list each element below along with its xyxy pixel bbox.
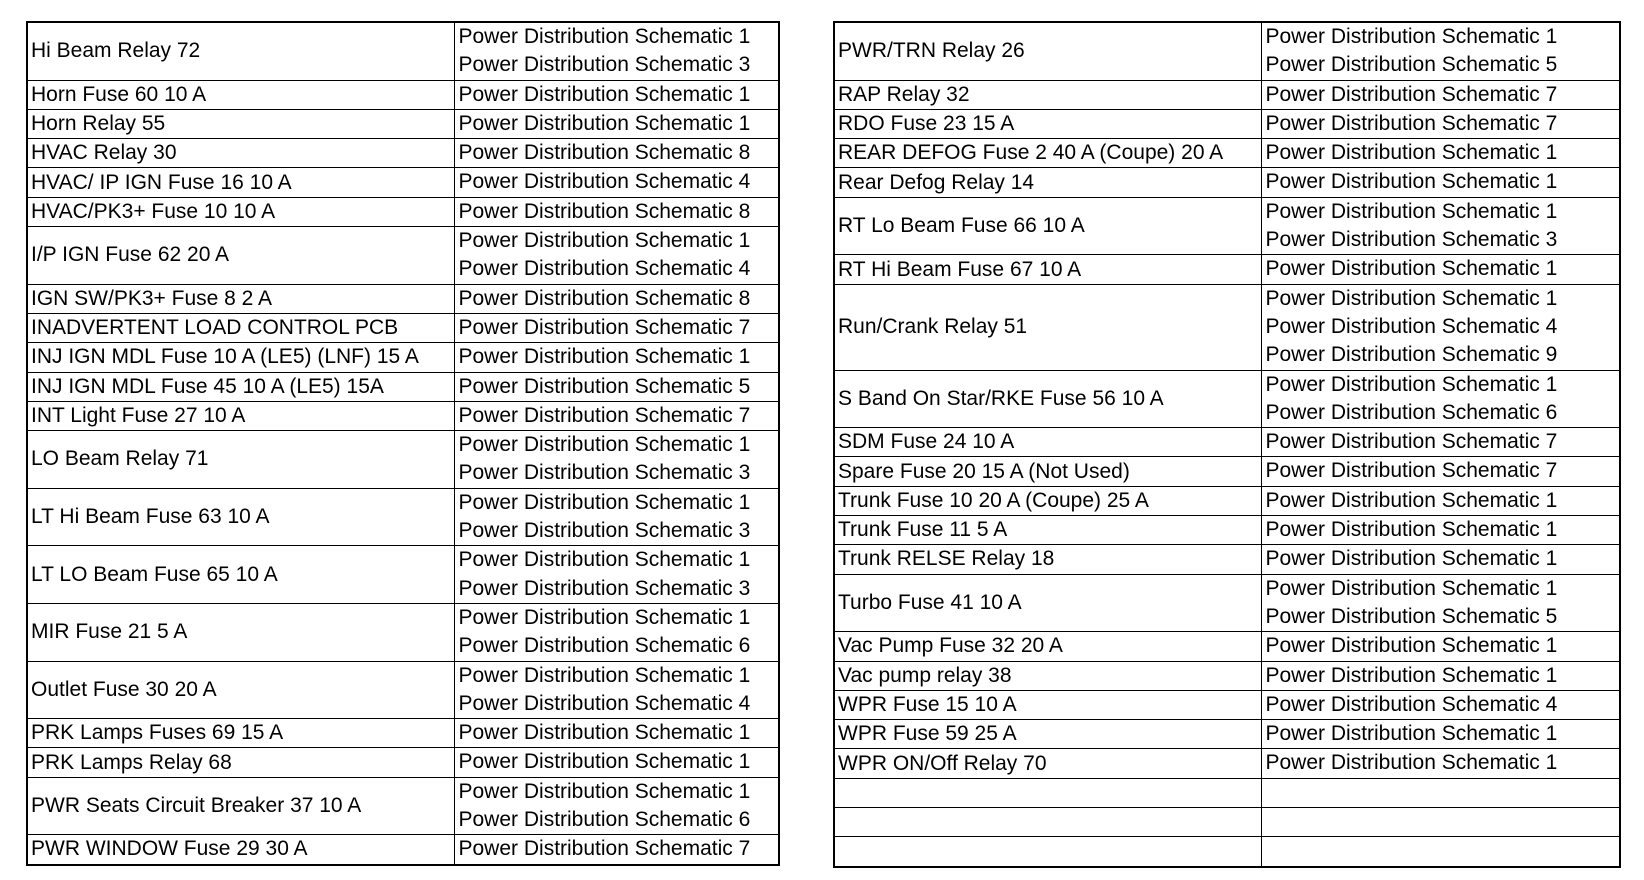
component-cell: HVAC/PK3+ Fuse 10 10 A <box>27 197 454 226</box>
schematic-ref-cell <box>454 835 779 865</box>
schematic-ref-cell <box>454 372 779 401</box>
table-row <box>27 284 779 313</box>
schematic-ref: Power Distribution Schematic 1 <box>1265 257 1558 281</box>
schematic-ref: Power Distribution Schematic 7 <box>1265 459 1558 483</box>
table-row <box>27 603 779 661</box>
component-cell: INT Light Fuse 27 10 A <box>27 401 454 430</box>
component-cell: INADVERTENT LOAD CONTROL PCB <box>27 313 454 342</box>
table-row <box>27 197 779 226</box>
schematic-ref: Power Distribution Schematic 8 <box>458 199 751 223</box>
component-cell: IGN SW/PK3+ Fuse 8 2 A <box>27 284 454 313</box>
table-row <box>834 574 1620 632</box>
table-row <box>834 632 1620 661</box>
schematic-ref-cell <box>454 431 779 489</box>
component-cell <box>834 837 1261 867</box>
table-row <box>834 749 1620 778</box>
schematic-ref-cell <box>1261 808 1620 837</box>
schematic-ref-cell <box>454 777 779 835</box>
component-cell: Trunk Fuse 10 20 A (Coupe) 25 A <box>834 486 1261 515</box>
schematic-ref: Power Distribution Schematic 1 <box>1265 199 1558 223</box>
table-row <box>27 313 779 342</box>
schematic-ref: Power Distribution Schematic 6 <box>1265 400 1558 424</box>
schematic-ref: Power Distribution Schematic 3 <box>458 519 751 543</box>
component-cell: MIR Fuse 21 5 A <box>27 603 454 661</box>
schematic-ref-cell <box>1261 370 1620 428</box>
table-row <box>834 197 1620 255</box>
schematic-ref: Power Distribution Schematic 1 <box>1265 170 1558 194</box>
schematic-ref: Power Distribution Schematic 3 <box>1265 228 1558 252</box>
schematic-ref: Power Distribution Schematic 7 <box>458 315 751 339</box>
schematic-ref: Power Distribution Schematic 7 <box>1265 111 1558 135</box>
component-cell: PWR/TRN Relay 26 <box>834 22 1261 80</box>
table-row <box>27 401 779 430</box>
schematic-ref: Power Distribution Schematic 4 <box>458 691 751 715</box>
schematic-ref: Power Distribution Schematic 4 <box>458 170 751 194</box>
schematic-ref: Power Distribution Schematic 4 <box>458 257 751 281</box>
schematic-ref: Power Distribution Schematic 1 <box>1265 576 1558 600</box>
schematic-ref-cell <box>1261 255 1620 284</box>
schematic-ref: Power Distribution Schematic 5 <box>1265 604 1558 628</box>
schematic-ref-cell <box>454 401 779 430</box>
schematic-ref: Power Distribution Schematic 1 <box>458 229 751 253</box>
component-cell: HVAC/ IP IGN Fuse 16 10 A <box>27 168 454 197</box>
schematic-ref-cell <box>1261 720 1620 749</box>
table-row <box>27 227 779 285</box>
component-cell: HVAC Relay 30 <box>27 139 454 168</box>
table-row <box>27 488 779 546</box>
component-cell: REAR DEFOG Fuse 2 40 A (Coupe) 20 A <box>834 139 1261 168</box>
component-cell: PWR WINDOW Fuse 29 30 A <box>27 835 454 865</box>
schematic-ref-cell <box>1261 574 1620 632</box>
table-row <box>834 168 1620 197</box>
schematic-ref: Power Distribution Schematic 7 <box>1265 430 1558 454</box>
table-row <box>27 139 779 168</box>
component-cell: I/P IGN Fuse 62 20 A <box>27 227 454 285</box>
schematic-ref-cell <box>1261 690 1620 719</box>
schematic-ref: Power Distribution Schematic 1 <box>1265 518 1558 542</box>
table-row <box>27 372 779 401</box>
left-table-body <box>27 22 779 865</box>
table-row <box>27 343 779 372</box>
schematic-ref-cell <box>1261 284 1620 370</box>
schematic-ref: Power Distribution Schematic 8 <box>458 141 751 165</box>
schematic-ref: Power Distribution Schematic 1 <box>458 750 751 774</box>
component-cell: Vac Pump Fuse 32 20 A <box>834 632 1261 661</box>
table-row <box>834 457 1620 486</box>
table-row <box>27 22 779 80</box>
schematic-ref-cell <box>1261 457 1620 486</box>
schematic-ref-cell <box>1261 632 1620 661</box>
table-row <box>834 486 1620 515</box>
schematic-ref-cell <box>1261 22 1620 80</box>
component-cell: Hi Beam Relay 72 <box>27 22 454 80</box>
component-cell: PRK Lamps Fuses 69 15 A <box>27 719 454 748</box>
component-cell: RAP Relay 32 <box>834 80 1261 109</box>
schematic-ref-cell <box>454 284 779 313</box>
component-cell: Spare Fuse 20 15 A (Not Used) <box>834 457 1261 486</box>
table-row <box>834 690 1620 719</box>
table-row <box>834 720 1620 749</box>
schematic-ref-cell <box>454 227 779 285</box>
schematic-ref: Power Distribution Schematic 1 <box>1265 547 1558 571</box>
component-cell: S Band On Star/RKE Fuse 56 10 A <box>834 370 1261 428</box>
schematic-ref-cell <box>1261 837 1620 867</box>
schematic-ref: Power Distribution Schematic 4 <box>1265 692 1558 716</box>
schematic-ref-cell <box>1261 428 1620 457</box>
table-row <box>27 661 779 719</box>
schematic-ref-cell <box>1261 197 1620 255</box>
table-row <box>27 109 779 138</box>
schematic-ref: Power Distribution Schematic 1 <box>458 82 751 106</box>
table-row <box>27 80 779 109</box>
schematic-ref-cell <box>454 603 779 661</box>
table-row <box>834 284 1620 370</box>
schematic-ref-cell <box>454 719 779 748</box>
component-cell: RT Hi Beam Fuse 67 10 A <box>834 255 1261 284</box>
schematic-ref: Power Distribution Schematic 3 <box>458 53 751 77</box>
schematic-ref: Power Distribution Schematic 1 <box>1265 722 1558 746</box>
table-row <box>834 80 1620 109</box>
schematic-ref-cell <box>1261 516 1620 545</box>
schematic-ref: Power Distribution Schematic 6 <box>458 634 751 658</box>
schematic-ref: Power Distribution Schematic 1 <box>458 490 751 514</box>
schematic-ref: Power Distribution Schematic 1 <box>458 345 751 369</box>
schematic-ref-cell <box>454 168 779 197</box>
schematic-ref: Power Distribution Schematic 1 <box>458 779 751 803</box>
schematic-ref: Power Distribution Schematic 7 <box>1265 82 1558 106</box>
component-cell: Rear Defog Relay 14 <box>834 168 1261 197</box>
schematic-ref-cell <box>1261 80 1620 109</box>
table-row <box>834 428 1620 457</box>
schematic-ref-cell <box>454 109 779 138</box>
component-cell <box>834 778 1261 807</box>
schematic-ref: Power Distribution Schematic 3 <box>458 461 751 485</box>
schematic-ref: Power Distribution Schematic 1 <box>1265 286 1558 310</box>
schematic-ref-cell <box>1261 778 1620 807</box>
component-cell: PWR Seats Circuit Breaker 37 10 A <box>27 777 454 835</box>
schematic-ref: Power Distribution Schematic 3 <box>458 576 751 600</box>
component-cell: LO Beam Relay 71 <box>27 431 454 489</box>
table-row <box>834 808 1620 837</box>
table-row <box>834 255 1620 284</box>
table-row <box>834 109 1620 138</box>
schematic-ref: Power Distribution Schematic 5 <box>1265 53 1558 77</box>
component-cell: WPR Fuse 15 10 A <box>834 690 1261 719</box>
schematic-ref: Power Distribution Schematic 1 <box>458 663 751 687</box>
schematic-ref-cell <box>454 313 779 342</box>
schematic-ref-cell <box>454 80 779 109</box>
schematic-ref-cell <box>454 139 779 168</box>
component-cell: Vac pump relay 38 <box>834 661 1261 690</box>
table-row <box>834 139 1620 168</box>
schematic-ref-cell <box>1261 545 1620 574</box>
schematic-ref-cell <box>454 197 779 226</box>
table-row <box>27 777 779 835</box>
schematic-ref-cell <box>454 661 779 719</box>
schematic-ref: Power Distribution Schematic 1 <box>1265 488 1558 512</box>
component-cell: SDM Fuse 24 10 A <box>834 428 1261 457</box>
right-table-body <box>834 22 1620 867</box>
component-cell: LT LO Beam Fuse 65 10 A <box>27 546 454 604</box>
schematic-ref: Power Distribution Schematic 1 <box>458 111 751 135</box>
schematic-ref-cell <box>1261 139 1620 168</box>
schematic-ref: Power Distribution Schematic 7 <box>458 837 751 861</box>
schematic-ref: Power Distribution Schematic 5 <box>458 374 751 398</box>
schematic-ref-cell <box>1261 109 1620 138</box>
component-cell: INJ IGN MDL Fuse 45 10 A (LE5) 15A <box>27 372 454 401</box>
component-cell: RT Lo Beam Fuse 66 10 A <box>834 197 1261 255</box>
schematic-ref-cell <box>1261 749 1620 778</box>
schematic-ref: Power Distribution Schematic 1 <box>1265 372 1558 396</box>
table-row <box>27 168 779 197</box>
schematic-ref: Power Distribution Schematic 1 <box>1265 634 1558 658</box>
table-row <box>27 719 779 748</box>
table-row <box>834 370 1620 428</box>
schematic-ref-cell <box>454 546 779 604</box>
schematic-ref: Power Distribution Schematic 1 <box>458 25 751 48</box>
table-row <box>27 835 779 865</box>
table-row <box>834 778 1620 807</box>
schematic-ref: Power Distribution Schematic 9 <box>1265 343 1558 367</box>
schematic-ref-cell <box>1261 486 1620 515</box>
table-row <box>27 748 779 777</box>
component-cell <box>834 808 1261 837</box>
component-cell: WPR ON/Off Relay 70 <box>834 749 1261 778</box>
schematic-ref: Power Distribution Schematic 4 <box>1265 314 1558 338</box>
table-row <box>27 431 779 489</box>
component-cell: Outlet Fuse 30 20 A <box>27 661 454 719</box>
schematic-ref: Power Distribution Schematic 1 <box>458 605 751 629</box>
schematic-ref: Power Distribution Schematic 1 <box>458 721 751 745</box>
schematic-ref: Power Distribution Schematic 1 <box>1265 751 1558 775</box>
schematic-ref: Power Distribution Schematic 1 <box>1265 663 1558 687</box>
schematic-ref-cell <box>454 343 779 372</box>
schematic-ref: Power Distribution Schematic 1 <box>1265 25 1558 48</box>
schematic-ref: Power Distribution Schematic 8 <box>458 286 751 310</box>
component-cell: PRK Lamps Relay 68 <box>27 748 454 777</box>
component-cell: LT Hi Beam Fuse 63 10 A <box>27 488 454 546</box>
schematic-ref: Power Distribution Schematic 1 <box>458 433 751 457</box>
table-row <box>834 837 1620 867</box>
component-cell: Trunk RELSE Relay 18 <box>834 545 1261 574</box>
component-cell: RDO Fuse 23 15 A <box>834 109 1261 138</box>
component-cell: Run/Crank Relay 51 <box>834 284 1261 370</box>
component-cell: INJ IGN MDL Fuse 10 A (LE5) (LNF) 15 A <box>27 343 454 372</box>
component-cell: Horn Relay 55 <box>27 109 454 138</box>
table-row <box>27 546 779 604</box>
schematic-ref: Power Distribution Schematic 7 <box>458 403 751 427</box>
table-row <box>834 516 1620 545</box>
schematic-ref: Power Distribution Schematic 1 <box>458 548 751 572</box>
schematic-ref-cell <box>454 488 779 546</box>
table-row <box>834 661 1620 690</box>
schematic-ref-cell <box>454 748 779 777</box>
component-cell: Turbo Fuse 41 10 A <box>834 574 1261 632</box>
component-cell: Horn Fuse 60 10 A <box>27 80 454 109</box>
schematic-ref-cell <box>454 22 779 80</box>
table-row <box>834 545 1620 574</box>
component-cell: WPR Fuse 59 25 A <box>834 720 1261 749</box>
table-row <box>834 22 1620 80</box>
schematic-ref-cell <box>1261 168 1620 197</box>
schematic-ref: Power Distribution Schematic 1 <box>1265 141 1558 165</box>
right-index-table <box>833 21 1621 868</box>
component-cell: Trunk Fuse 11 5 A <box>834 516 1261 545</box>
schematic-ref: Power Distribution Schematic 6 <box>458 808 751 832</box>
left-index-table <box>26 21 780 866</box>
schematic-ref-cell <box>1261 661 1620 690</box>
